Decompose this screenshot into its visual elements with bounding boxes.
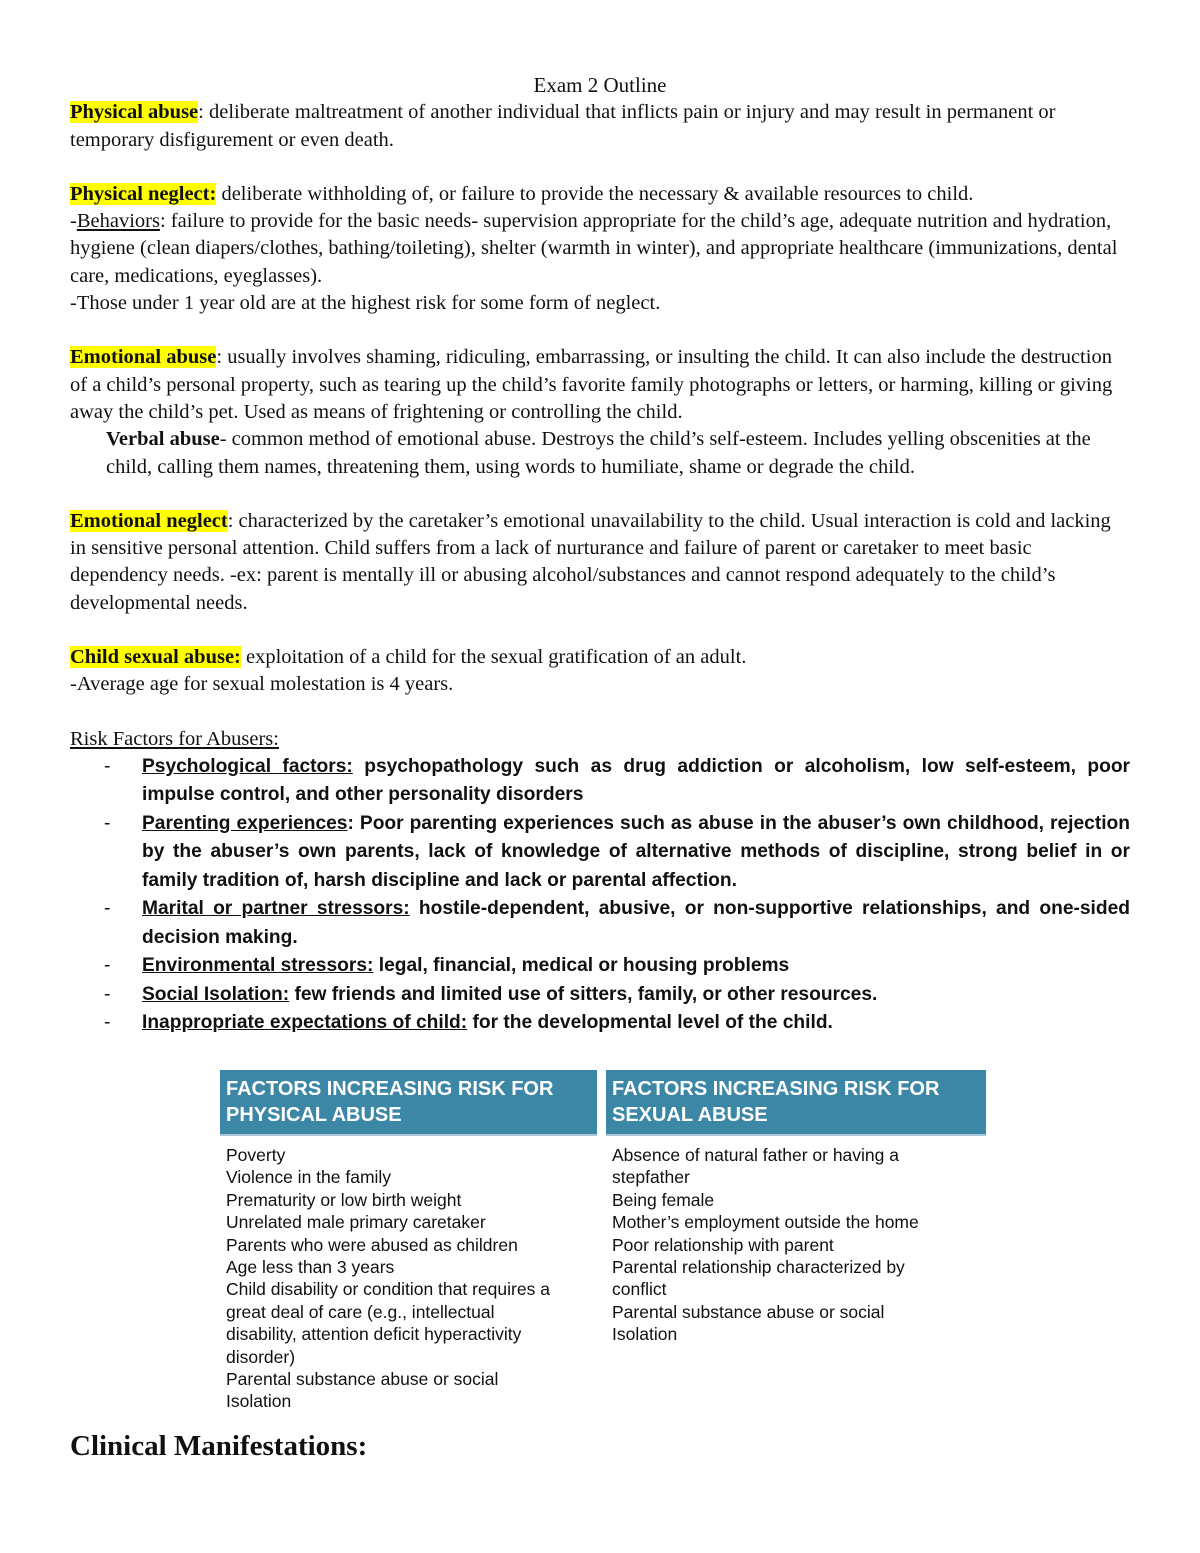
risk-factor-text: few friends and limited use of sitters, family, or other resources. [289, 983, 878, 1005]
list-item [70, 1009, 1130, 1038]
list-item: disorder) [226, 1346, 296, 1367]
risk-factor-text: for the developmental level of the child. [467, 1012, 833, 1034]
risk-factor-text: hostile-dependent, abusive, or non-supportive relationships, and one-sided decision making. [142, 898, 1130, 948]
physical-neglect-paragraph [70, 181, 1130, 208]
bullet-dash: - [104, 1012, 111, 1034]
list-item: Absence of natural father or having a [612, 1145, 899, 1165]
emotional-abuse-term: Emotional abuse [70, 346, 217, 369]
document-body [70, 72, 1130, 1038]
emotional-abuse-definition: : usually involves shaming, ridiculing, embarrassing, or insulting the child. It can also include the destruction of a child’s personal property, such as tearing up the child’s favorite family photographs or letters, or harming, killing or giving away the child’s pet. Used as means of frightening or controlling the child. [70, 346, 1113, 423]
verbal-abuse-text: - common method of emotional abuse. Destroys the child’s self-esteem. Includes yelling obscenities at the child, calling them names, threatening them, using words to humiliate, shame or degrade the child. [106, 428, 1091, 478]
verbal-abuse-term: Verbal abuse [106, 428, 220, 451]
bullet-dash: - [104, 755, 111, 777]
risk-factor-text: : Poor parenting experiences such as abuse in the abuser’s own childhood, rejection by the abuser’s own parents, lack of knowledge of alternative methods of discipline, strong belief in or family tradition of, harsh discipline and lack or parental affection. [142, 812, 1130, 891]
behaviors-text: : failure to provide for the basic needs- supervision appropriate for the child’s age, adequate nutrition and hydration, hygiene (clean diapers/clothes, bathing/toileting), shelter (warmth in winter), and appropriate healthcare (immunizations, dental care, medications, eyeglasses). [70, 210, 1118, 287]
sexual-abuse-table-header [606, 1070, 986, 1136]
bullet-dash: - [104, 812, 111, 834]
physical-abuse-term: Physical abuse [70, 101, 199, 124]
risk-factor-label: Marital or partner stressors: [142, 898, 410, 920]
child-sexual-abuse-paragraph [70, 644, 1130, 671]
child-sexual-abuse-note: -Average age for sexual molestation is 4 years. [70, 673, 454, 696]
page-title: Exam 2 Outline [533, 73, 667, 97]
emotional-neglect-definition: : characterized by the caretaker’s emotional unavailability to the child. Usual interaction is cold and lacking in sensitive personal attention. Child suffers from a lack of nurturance and failure of parent or caretaker to meet basic dependency needs. -ex: parent is mentally ill or abusing alcohol/substances and cannot respond adequately to the child’s developmental needs. [70, 509, 1111, 614]
table-header-line: FACTORS INCREASING RISK FOR [612, 1078, 940, 1100]
risk-factors-heading: Risk Factors for Abusers: [70, 727, 279, 750]
risk-factor-label: Social Isolation: [142, 983, 290, 1005]
list-item: Prematurity or low birth weight [226, 1189, 462, 1210]
verbal-abuse-paragraph [70, 426, 1130, 481]
table-header-line: FACTORS INCREASING RISK FOR [226, 1078, 554, 1100]
emotional-neglect-paragraph [70, 508, 1130, 617]
physical-abuse-table [220, 1070, 597, 1413]
list-item [70, 895, 1130, 952]
sexual-abuse-factors [606, 1136, 986, 1346]
list-item: conflict [612, 1279, 667, 1300]
bullet-dash: - [104, 898, 111, 920]
list-item [70, 810, 1130, 896]
clinical-manifestations-heading: Clinical Manifestations: [70, 1430, 368, 1462]
list-item: Poor relationship with parent [612, 1234, 834, 1255]
table-header-line: SEXUAL ABUSE [612, 1104, 768, 1126]
list-item: stepfather [612, 1167, 690, 1188]
list-item [70, 981, 1130, 1010]
risk-factors-list [70, 753, 1130, 1038]
risk-factor-label: Psychological factors: [142, 755, 353, 777]
physical-abuse-table-header [220, 1070, 597, 1136]
physical-neglect-term: Physical neglect: [70, 182, 217, 205]
bullet-dash: - [104, 983, 111, 1005]
risk-factor-tables [220, 1070, 986, 1415]
list-item: Age less than 3 years [226, 1257, 395, 1278]
physical-neglect-behaviors [70, 208, 1130, 290]
list-item: great deal of care (e.g., intellectual [226, 1301, 495, 1322]
list-item: Child disability or condition that requires a [226, 1279, 550, 1300]
physical-abuse-definition: : deliberate maltreatment of another individual that inflicts pain or injury and may result in permanent or temporary disfigurement or even death. [70, 101, 1056, 151]
list-item: Violence in the family [226, 1167, 392, 1188]
list-item: Isolation [612, 1324, 678, 1345]
list-item [70, 952, 1130, 981]
table-header-line: PHYSICAL ABUSE [226, 1104, 402, 1126]
risk-factor-text: legal, financial, medical or housing problems [373, 955, 790, 977]
child-sexual-abuse-definition: exploitation of a child for the sexual gratification of an adult. [240, 646, 747, 669]
list-item: Unrelated male primary caretaker [226, 1212, 486, 1233]
list-item: Mother’s employment outside the home [612, 1212, 919, 1233]
physical-abuse-paragraph [70, 99, 1130, 154]
risk-factor-text: psychopathology such as drug addiction or alcoholism, low self-esteem, poor impulse control, and other personality disorders [142, 755, 1130, 806]
list-item: Parental substance abuse or social [612, 1301, 885, 1322]
list-item [70, 753, 1130, 810]
list-item: Parental relationship characterized by [612, 1257, 905, 1278]
list-item: disability, attention deficit hyperactivity [226, 1324, 522, 1345]
list-item: Being female [612, 1189, 715, 1210]
list-item: Parents who were abused as children [226, 1234, 518, 1255]
physical-neglect-note: -Those under 1 year old are at the highest risk for some form of neglect. [70, 292, 661, 315]
emotional-neglect-term: Emotional neglect [70, 509, 228, 532]
list-item: Isolation [226, 1391, 292, 1412]
child-sexual-abuse-term: Child sexual abuse: [70, 646, 241, 669]
risk-factor-label: Inappropriate expectations of child: [142, 1012, 468, 1034]
list-item: Poverty [226, 1145, 286, 1165]
physical-abuse-factors [220, 1136, 597, 1413]
physical-neglect-definition: deliberate withholding of, or failure to provide the necessary & available resources to child. [216, 182, 974, 205]
risk-factor-label: Parenting experiences [142, 812, 348, 834]
behaviors-prefix: - [70, 210, 77, 233]
bullet-dash: - [104, 955, 111, 977]
risk-factor-label: Environmental stressors: [142, 955, 374, 977]
list-item: Parental substance abuse or social [226, 1369, 499, 1390]
sexual-abuse-table [606, 1070, 986, 1346]
emotional-abuse-paragraph [70, 344, 1130, 426]
behaviors-label: Behaviors [76, 210, 160, 233]
